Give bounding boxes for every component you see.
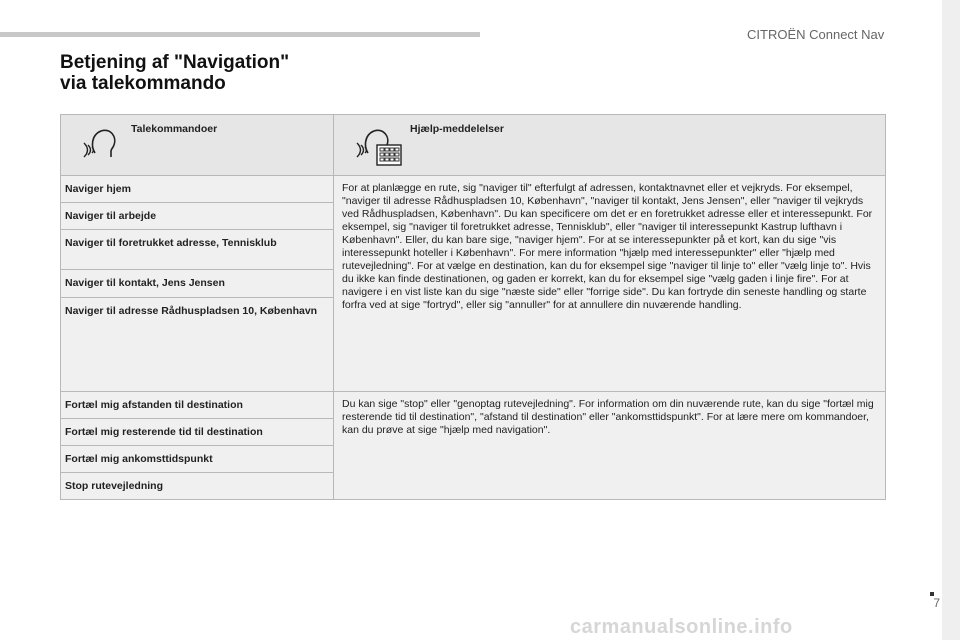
command-cell: Naviger til kontakt, Jens Jensen — [61, 270, 334, 298]
watermark: carmanualsonline.info — [570, 616, 793, 638]
voice-command-icon — [81, 123, 121, 167]
side-strip — [942, 0, 960, 640]
command-cell: Naviger til adresse Rådhuspladsen 10, København — [61, 298, 334, 392]
help-cell: Du kan sige "stop" eller "genoptag rutevejledning". For information om din nuværende rute, kan du sige "fortæl mig resterende tid til destination", "afstand til destination" eller "ankomsttidspunkt". For at lære mere om kommandoer, kan du prøve at sige "hjælp med navigation". — [334, 392, 886, 500]
header-help — [334, 115, 886, 176]
command-cell: Naviger til arbejde — [61, 203, 334, 230]
header-commands — [61, 115, 334, 176]
table-row — [61, 176, 886, 203]
header-commands-label: Talekommandoer — [131, 123, 218, 135]
help-message-icon — [354, 121, 404, 171]
help-cell: For at planlægge en rute, sig "naviger til" efterfulgt af adressen, kontaktnavnet eller et vejkryds. For eksempel, "naviger til adresse Rådhuspladsen 10, København", "naviger til kontakt, Jens Jensen", eller "naviger til vejkryds ved Rådhuspladsen, København". Du kan specificere om det er en foretrukket adresse eller et interessepunkt. For eksempel, sig "naviger til foretrukket adresse, Tennisklub", eller "naviger til interessepunkt Kastrup lufthavn i København". Eller, du kan bare sige, "naviger hjem". For at se interessepunkter på et kort, kan du sige "vis interessepunkt hoteller i København". For mere information "hjælp med interessepunkter" eller "hjælp med rutevejledning". For at vælge en destination, kan du for eksempel sige "naviger til linje to" eller "vælg linje to". Hvis du ikke kan finde destinationen, og gaden er korrekt, kan du for eksempel sige "vælg gaden i linje fire". For at navigere i en vist liste kan du sige "næste side" eller "forrige side". Du kan fortryde din seneste handling og starte forfra ved at sige "fortryd", eller sig "annuller" for at annullere din nuværende handling. — [334, 176, 886, 392]
voice-command-table — [60, 114, 886, 500]
brand-label: CITROËN Connect Nav — [747, 27, 885, 42]
page-title — [60, 52, 460, 94]
command-cell: Fortæl mig ankomsttidspunkt — [61, 446, 334, 473]
page-title-line1: Betjening af "Navigation" — [60, 52, 290, 73]
command-cell: Stop rutevejledning — [61, 473, 334, 500]
command-cell: Naviger hjem — [61, 176, 334, 203]
command-cell: Fortæl mig afstanden til destination — [61, 392, 334, 419]
top-rule — [0, 32, 480, 37]
table-row — [61, 392, 886, 419]
command-cell: Naviger til foretrukket adresse, Tennisklub — [61, 230, 334, 270]
page-title-line2: via talekommando — [60, 73, 226, 94]
page-number: 7 — [933, 596, 940, 610]
command-cell: Fortæl mig resterende tid til destination — [61, 419, 334, 446]
header-help-label: Hjælp-meddelelser — [410, 123, 504, 135]
